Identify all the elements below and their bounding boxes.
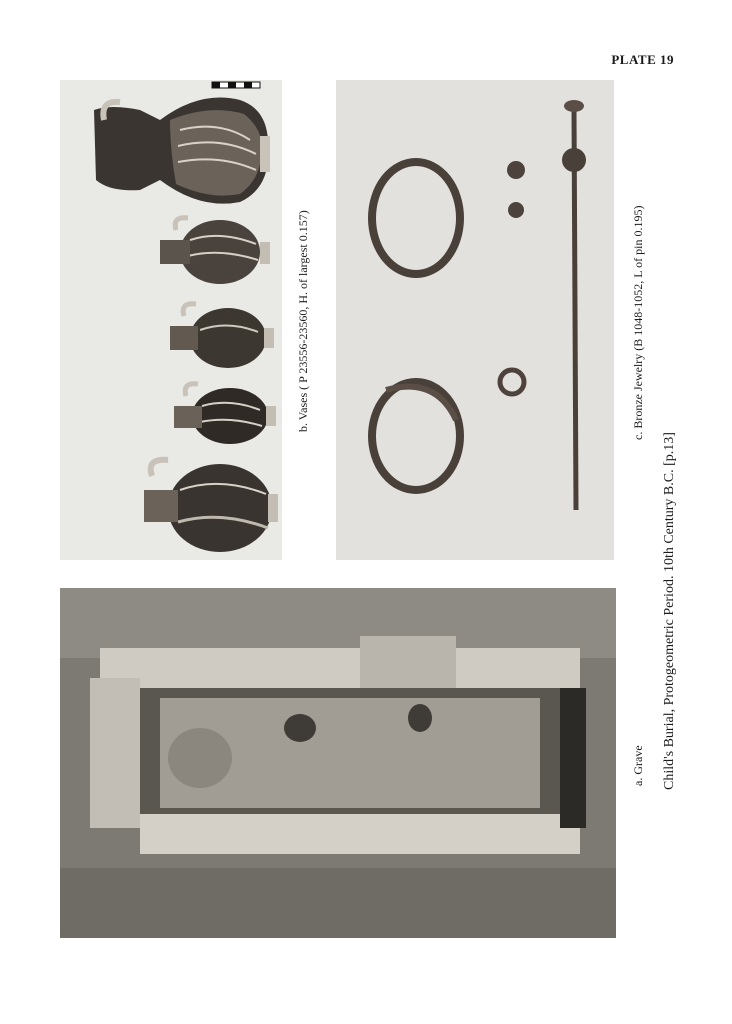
medium-jug bbox=[144, 460, 278, 552]
jewelry-caption: c. Bronze Jewelry (B 1048-1052, L of pin 0.195) bbox=[631, 205, 645, 440]
grave-cist bbox=[90, 636, 586, 854]
grave-photo bbox=[60, 588, 616, 938]
small-jug-1 bbox=[160, 218, 270, 284]
jewelry-photo bbox=[336, 80, 614, 560]
grave-caption: a. Grave bbox=[631, 745, 645, 786]
bead-2 bbox=[500, 370, 524, 394]
plate-title: Child's Burial, Protogeometric Period. 10th Century B.C. [p.13] bbox=[662, 432, 677, 790]
bead-1 bbox=[507, 161, 525, 218]
ring-2 bbox=[372, 382, 460, 490]
vases-caption: b. Vases ( P 23556-23560, H. of largest 0.157) bbox=[296, 210, 310, 432]
scale-bar bbox=[212, 82, 260, 88]
small-jug-2 bbox=[170, 304, 274, 368]
small-jug-3 bbox=[174, 384, 276, 444]
ring-1 bbox=[372, 162, 460, 274]
plate-number: PLATE 19 bbox=[611, 52, 674, 67]
large-jug bbox=[94, 98, 270, 204]
pin bbox=[562, 100, 586, 510]
vases-photo bbox=[60, 80, 282, 560]
